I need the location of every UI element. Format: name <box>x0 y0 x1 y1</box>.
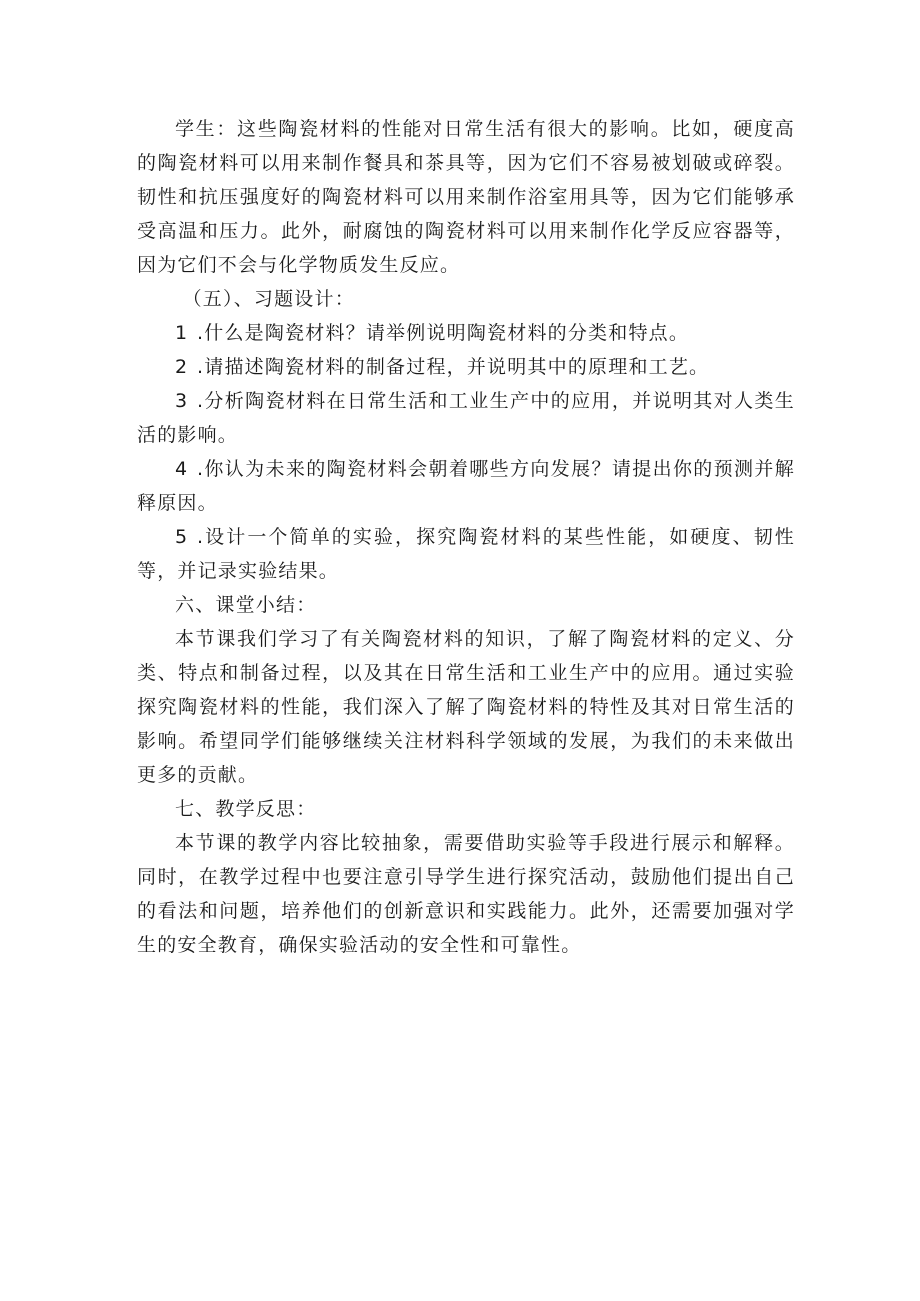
teaching-reflection-heading: 七、教学反思： <box>175 798 317 820</box>
exercise-text: .分析陶瓷材料在日常生活和工业生产中的应用，并说明其对人类生活的影响。 <box>137 390 795 446</box>
exercise-number: 4 <box>175 458 189 480</box>
exercise-text: .设计一个简单的实验，探究陶瓷材料的某些性能，如硬度、韧性等，并记录实验结果。 <box>137 526 795 582</box>
teaching-reflection-paragraph: 本节课的教学内容比较抽象，需要借助实验等手段进行展示和解释。同时，在教学过程中也要注意引导学生进行探究活动，鼓励他们提出自己的看法和问题，培养他们的创新意识和实践能力。此外，还需要加强对学生的安全教育，确保实验活动的安全性和可靠性。 <box>137 832 795 956</box>
exercise-item-4 <box>137 452 795 520</box>
exercise-text: .请描述陶瓷材料的制备过程，并说明其中的原理和工艺。 <box>197 356 710 378</box>
class-summary-heading: 六、课堂小结： <box>175 594 317 616</box>
exercise-number: 5 <box>175 526 189 548</box>
exercise-item-3 <box>137 384 795 452</box>
exercise-number: 1 <box>175 322 189 344</box>
exercise-text: .你认为未来的陶瓷材料会朝着哪些方向发展？请提出你的预测并解释原因。 <box>137 458 795 514</box>
exercise-item-5 <box>137 520 795 588</box>
exercise-item-1 <box>137 316 795 350</box>
class-summary-paragraph: 本节课我们学习了有关陶瓷材料的知识，了解了陶瓷材料的定义、分类、特点和制备过程，以及其在日常生活和工业生产中的应用。通过实验探究陶瓷材料的性能，我们深入了解了陶瓷材料的特性及其对日常生活的影响。希望同学们能够继续关注材料科学领域的发展，为我们的未来做出更多的贡献。 <box>137 628 795 786</box>
exercise-design-heading: （五）、习题设计： <box>182 288 355 310</box>
document-body <box>137 112 795 962</box>
exercise-number: 3 <box>175 390 189 412</box>
exercise-number: 2 <box>175 356 189 378</box>
exercise-item-2 <box>137 350 795 384</box>
exercise-text: .什么是陶瓷材料？请举例说明陶瓷材料的分类和特点。 <box>197 322 690 344</box>
student-answer-paragraph: 学生：这些陶瓷材料的性能对日常生活有很大的影响。比如，硬度高的陶瓷材料可以用来制作餐具和茶具等，因为它们不容易被划破或碎裂。韧性和抗压强度好的陶瓷材料可以用来制作浴室用具等，因为它们能够承受高温和压力。此外，耐腐蚀的陶瓷材料可以用来制作化学反应容器等，因为它们不会与化学物质发生反应。 <box>137 118 795 276</box>
